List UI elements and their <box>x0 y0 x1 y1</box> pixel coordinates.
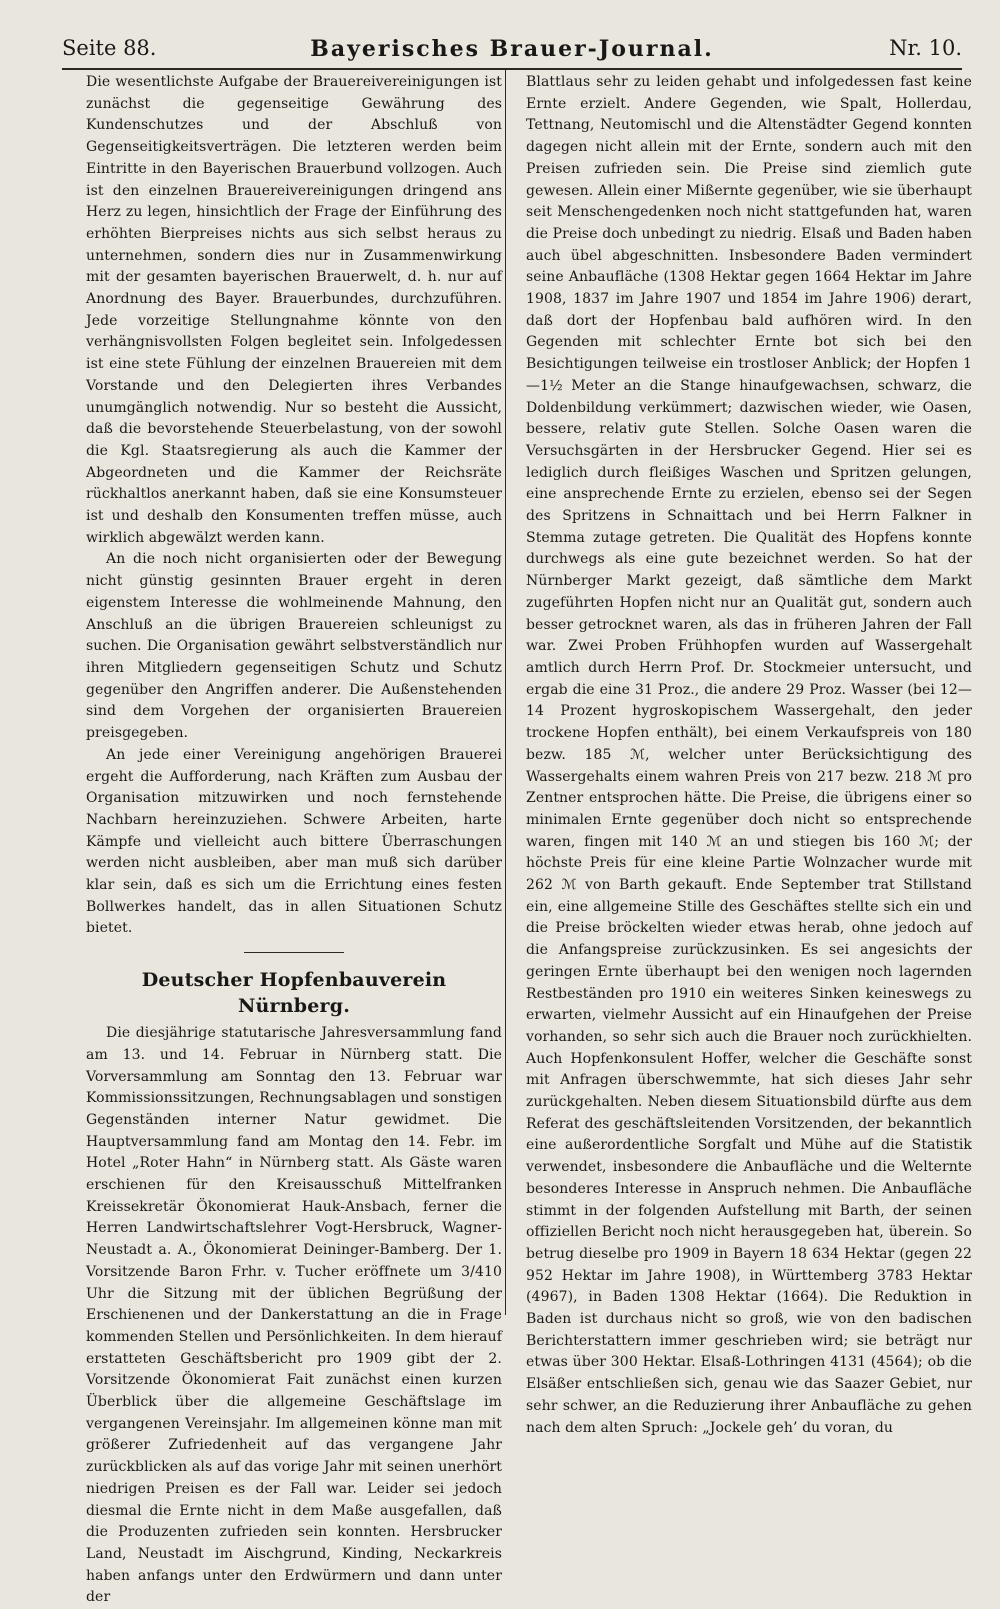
paragraph: An jede einer Vereinigung angehörigen Brauerei ergeht die Aufforderung, nach Kräften zum Ausbau der Organisation mitzuwirken und noch fernstehende Nachbarn hereinzuziehen. Schwere Arbeiten, harte Kämpfe und vielleicht auch bittere Überraschungen werden nicht ausbleiben, aber man muß sich darüber klar sein, daß es sich um die Errichtung eines festen Bollwerkes handelt, das in allen Situationen Schutz bietet. <box>86 746 502 937</box>
paragraph: Die wesentlichste Aufgabe der Brauereivereinigungen ist zunächst die gegenseitige Gewährung des Kundenschutzes und der Abschluß von Gegenseitigkeitsverträgen. Die letzteren werden beim Eintritte in den Bayerischen Brauerbund vollzogen. Auch ist den einzelnen Brauereivereinigungen dringend ans Herz zu legen, hinsichtlich der Frage der Einführung des erhöhten Bierpreises nichts aus sich selbst heraus zu unternehmen, sondern dies nur in Zusammenwirkung mit der gesamten bayerischen Brauerwelt, d. h. nur auf Anordnung des Bayer. Brauerbundes, durchzuführen. Jede vorzeitige Stellungnahme könnte von den verhängnisvollsten Folgen begleitet sein. Infolgedessen ist eine stete Fühlung der einzelnen Brauereien mit dem Vorstande und den Delegierten ihres Verbandes unumgänglich notwendig. Nur so besteht die Aussicht, daß die bevorstehende Steuerbelastung, von der sowohl die Kgl. Staatsregierung als auch die Kammer der Abgeordneten und die Kammer der Reichsräte rückhaltlos anerkannt haben, daß sie eine Konsumsteuer ist und deshalb den Konsumenten treffen müsse, auch wirklich abgewälzt werden kann. <box>86 74 502 546</box>
issue-number: Nr. 10. <box>889 36 962 60</box>
paragraph: An die noch nicht organisierten oder der Bewegung nicht günstig gesinnten Brauer ergeht in deren eigenstem Interesse die wohlmeinende Mahnung, den Anschluß an die übrigen Brauereien schleunigst zu suchen. Die Organisation gewährt selbstverständlich nur ihren Mitgliedern gegenseitigen Schutz und Schutz gegenüber den Angriffen anderer. Die Außenstehenden sind dem Vorgehen der organisierten Brauereien preisgegeben. <box>86 551 502 742</box>
right-column <box>526 72 972 1439</box>
paragraph: Die diesjährige statutarische Jahresversammlung fand am 13. und 14. Februar in Nürnberg statt. Die Vorversammlung am Sonntag den 13. Februar war Kommissionssitzungen, Rechnungsablagen und sonstigen Gegenständen interner Natur gewidmet. Die Hauptversammlung fand am Montag den 14. Febr. im Hotel „Roter Hahn“ in Nürnberg statt. Als Gäste waren erschienen für den Kreisausschuß Mittelfranken Kreissekretär Ökonomierat Hauk-Ansbach, ferner die Herren Landwirtschaftslehrer Vogt-Hersbruck, Wagner-Neustadt a. A., Ökonomierat Deininger-Bamberg. Der 1. Vorsitzende Baron Frhr. v. Tucher eröffnete um 3/410 Uhr die Sitzung mit der üblichen Begrüßung der Erschienenen und der Dankerstattung an die in Frage kommenden Stellen und Persönlichkeiten. In dem hierauf erstatteten Geschäftsbericht pro 1909 gibt der 2. Vorsitzende Ökonomierat Fait zunächst einen kurzen Überblick über die allgemeine Geschäftslage im vergangenen Vereinsjahr. Im allgemeinen könne man mit größerer Zufriedenheit auf das vergangene Jahr zurückblicken als auf das vorige Jahr mit seinen unerhört niedrigen Preisen es der Fall war. Leider sei jedoch diesmal die Ernte nicht in dem Maße ausgefallen, daß die Produzenten zufrieden sein konnten. Hersbrucker Land, Neustadt im Aischgrund, Kinding, Neckarkreis haben anfangs unter den Erdwürmern und dann unter der <box>86 1025 502 1606</box>
section-heading: Deutscher Hopfenbauverein Nürnberg. <box>141 969 447 1018</box>
left-column <box>86 72 502 1609</box>
page-header <box>62 32 962 70</box>
journal-title: Bayerisches Brauer-Journal. <box>310 36 714 62</box>
column-divider <box>505 70 506 1315</box>
section-rule <box>244 952 344 953</box>
paragraph: Blattlaus sehr zu leiden gehabt und infolgedessen fast keine Ernte erzielt. Andere Gegenden, wie Spalt, Hollerdau, Tettnang, Neutomischl und die Altenstädter Gegend konnten dagegen nicht allein mit der Ernte, sondern auch mit den Preisen zufrieden sein. Die Preise sind ziemlich gute gewesen. Allein einer Mißernte gegenüber, wie sie überhaupt seit Menschengedenken noch nicht stattgefunden hat, waren die Preise doch unbedingt zu niedrig. Elsaß und Baden haben auch übel abgeschnitten. Insbesondere Baden vermindert seine Anbaufläche (1308 Hektar gegen 1664 Hektar im Jahre 1908, 1837 im Jahre 1907 und 1854 im Jahre 1906) derart, daß dort der Hopfenbau bald aufhören wird. In den Gegenden mit schlechter Ernte bot sich bei den Besichtigungen teilweise ein trostloser Anblick; der Hopfen 1—1½ Meter an die Stange hinaufgewachsen, schwarz, die Doldenbildung verkümmert; dazwischen wieder, wie Oasen, bessere, relativ gute Stellen. Solche Oasen waren die Versuchsgärten in der Hersbrucker Gegend. Hier sei es lediglich durch fleißiges Waschen und Spritzen gelungen, eine ansprechende Ernte zu erzielen, ebenso sei der Segen des Spritzens in Schnaittach und bei Herrn Falkner in Stemma zutage getreten. Die Qualität des Hopfens konnte durchwegs als eine gute bezeichnet werden. So hat der Nürnberger Markt gezeigt, daß sämtliche dem Markt zugeführten Hopfen nicht nur an Qualität gut, sondern auch besser getrocknet waren, als das in früheren Jahren der Fall war. Zwei Proben Frühhopfen wurden auf Wassergehalt amtlich durch Herrn Prof. Dr. Stockmeier untersucht, und ergab die eine 31 Proz., die andere 29 Proz. Wasser (bei 12—14 Prozent hygroskopischem Wassergehalt, den jeder trockene Hopfen enthält), bei einem Verkaufspreis von 180 bezw. 185 ℳ, welcher unter Berücksichtigung des Wassergehalts einem wahren Preis von 217 bezw. 218 ℳ pro Zentner entsprochen hätte. Die Preise, die übrigens einer so minimalen Ernte gegenüber doch nicht so entsprechende waren, fingen mit 140 ℳ an und stiegen bis 160 ℳ; der höchste Preis für eine kleine Partie Wolnzacher wurde mit 262 ℳ von Barth gekauft. Ende September trat Stillstand ein, eine allgemeine Stille des Geschäftes stellte sich ein und die Preise bröckelten wieder etwas herab, ohne jedoch auf die Anfangspreise zurückzusinken. Es sei angesichts der geringen Ernte überhaupt bei den wenigen noch lagernden Restbeständen pro 1910 ein weiteres Sinken keineswegs zu erwarten, vielmehr Aussicht auf ein Hinaufgehen der Preise vorhanden, so sehr sich auch die Brauer noch zurückhielten. Auch Hopfenkonsulent Hoffer, welcher die Geschäfte sonst mit Anfragen überschwemmte, hat sich dieses Jahr sehr zurückgehalten. Neben diesem Situationsbild dürfte aus dem Referat des geschäftsleitenden Vorsitzenden, der bekanntlich eine außerordentliche Sorgfalt und Mühe auf die Statistik verwendet, insbesondere die Anbaufläche und die Welternte besonderes Interesse in Anspruch nehmen. Die Anbaufläche stimmt in der folgenden Aufstellung mit Barth, der seinen offiziellen Bericht noch nicht herausgegeben hat, überein. So betrug dieselbe pro 1909 in Bayern 18 634 Hektar (gegen 22 952 Hektar im Jahre 1908), in Württemberg 3783 Hektar (4967), in Baden 1308 Hektar (1664). Die Reduktion in Baden ist durchaus nicht so groß, wie von den badischen Berichterstattern immer geschrieben wird; sie beträgt nur etwas über 300 Hektar. Elsaß-Lothringen 4131 (4564); ob die Elsäßer entschließen sich, genau wie das Saazer Gebiet, nur sehr schwer, an die Reduzierung ihrer Anbaufläche zu gehen nach dem alten Spruch: „Jockele geh’ du voran, du <box>526 74 972 1436</box>
page-number: Seite 88. <box>62 36 157 60</box>
